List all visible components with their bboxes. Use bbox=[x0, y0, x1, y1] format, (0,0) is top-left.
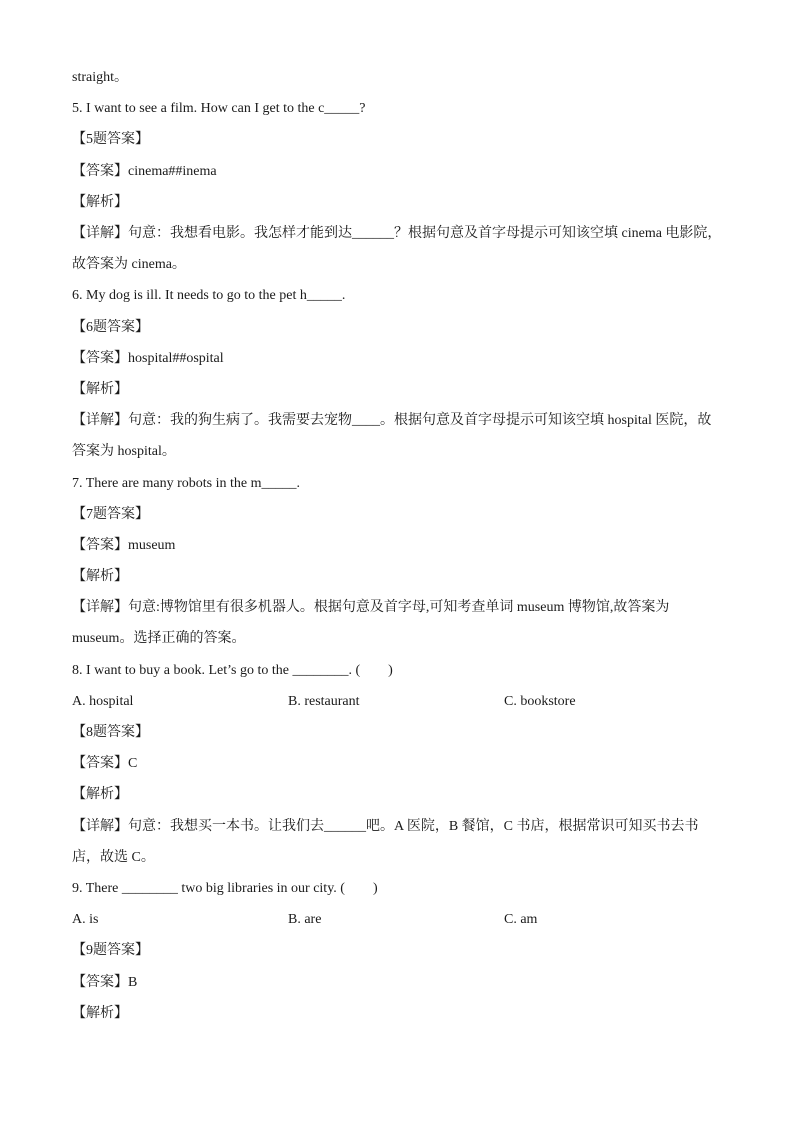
section-heading: 【解析】 bbox=[72, 1005, 128, 1021]
section-heading: 【8题答案】 bbox=[72, 725, 149, 741]
explanation-text: 【详解】句意：我想买一本书。让我们去______吧。A 医院，B 餐馆，C 书店，根据常识可知买书去书店，故选 C。 bbox=[72, 818, 699, 865]
section-heading: 【5题答案】 bbox=[72, 132, 149, 148]
answer-text: 【答案】B bbox=[72, 974, 138, 990]
answer-text: 【答案】museum bbox=[72, 537, 176, 553]
question-text: 9. There ________ two big libraries in our city. ( ) bbox=[72, 881, 378, 896]
question-text: 7. There are many robots in the m_____. bbox=[72, 475, 300, 491]
answer-text: 【答案】C bbox=[72, 756, 138, 772]
section-heading: 【解析】 bbox=[72, 194, 128, 210]
explanation-text: 【详解】句意：我的狗生病了。我需要去宠物____。根据句意及首字母提示可知该空填 hospital 医院，故答案为 hospital。 bbox=[72, 413, 712, 460]
answer-text: 【答案】hospital##ospital bbox=[72, 350, 224, 366]
continuation-text: straight。 bbox=[72, 70, 128, 85]
section-heading: 【解析】 bbox=[72, 381, 128, 397]
question-text: 8. I want to buy a book. Let’s go to the ________. ( ) bbox=[72, 662, 393, 678]
options-row bbox=[72, 686, 722, 717]
option-item: B. restaurant bbox=[288, 693, 360, 709]
option-item: C. bookstore bbox=[504, 693, 576, 709]
question-text: 5. I want to see a film. How can I get to the c_____? bbox=[72, 101, 366, 117]
option-item: C. am bbox=[504, 912, 538, 928]
section-heading: 【6题答案】 bbox=[72, 319, 149, 335]
explanation-text: 【详解】句意：我想看电影。我怎样才能到达______？根据句意及首字母提示可知该空填 cinema 电影院，故答案为 cinema。 bbox=[72, 225, 722, 273]
option-item: B. are bbox=[288, 912, 322, 928]
explanation-text: 【详解】句意:博物馆里有很多机器人。根据句意及首字母,可知考查单词 museum 博物馆,故答案为 museum。选择正确的答案。 bbox=[72, 600, 670, 647]
document-page bbox=[72, 62, 722, 1029]
section-heading: 【解析】 bbox=[72, 569, 128, 585]
options-row bbox=[72, 904, 722, 935]
answer-text: 【答案】cinema##inema bbox=[72, 163, 217, 179]
question-text: 6. My dog is ill. It needs to go to the pet h_____. bbox=[72, 288, 346, 304]
section-heading: 【解析】 bbox=[72, 787, 128, 803]
option-item: A. is bbox=[72, 912, 99, 928]
section-heading: 【7题答案】 bbox=[72, 506, 149, 522]
option-item: A. hospital bbox=[72, 693, 134, 709]
section-heading: 【9题答案】 bbox=[72, 943, 149, 959]
